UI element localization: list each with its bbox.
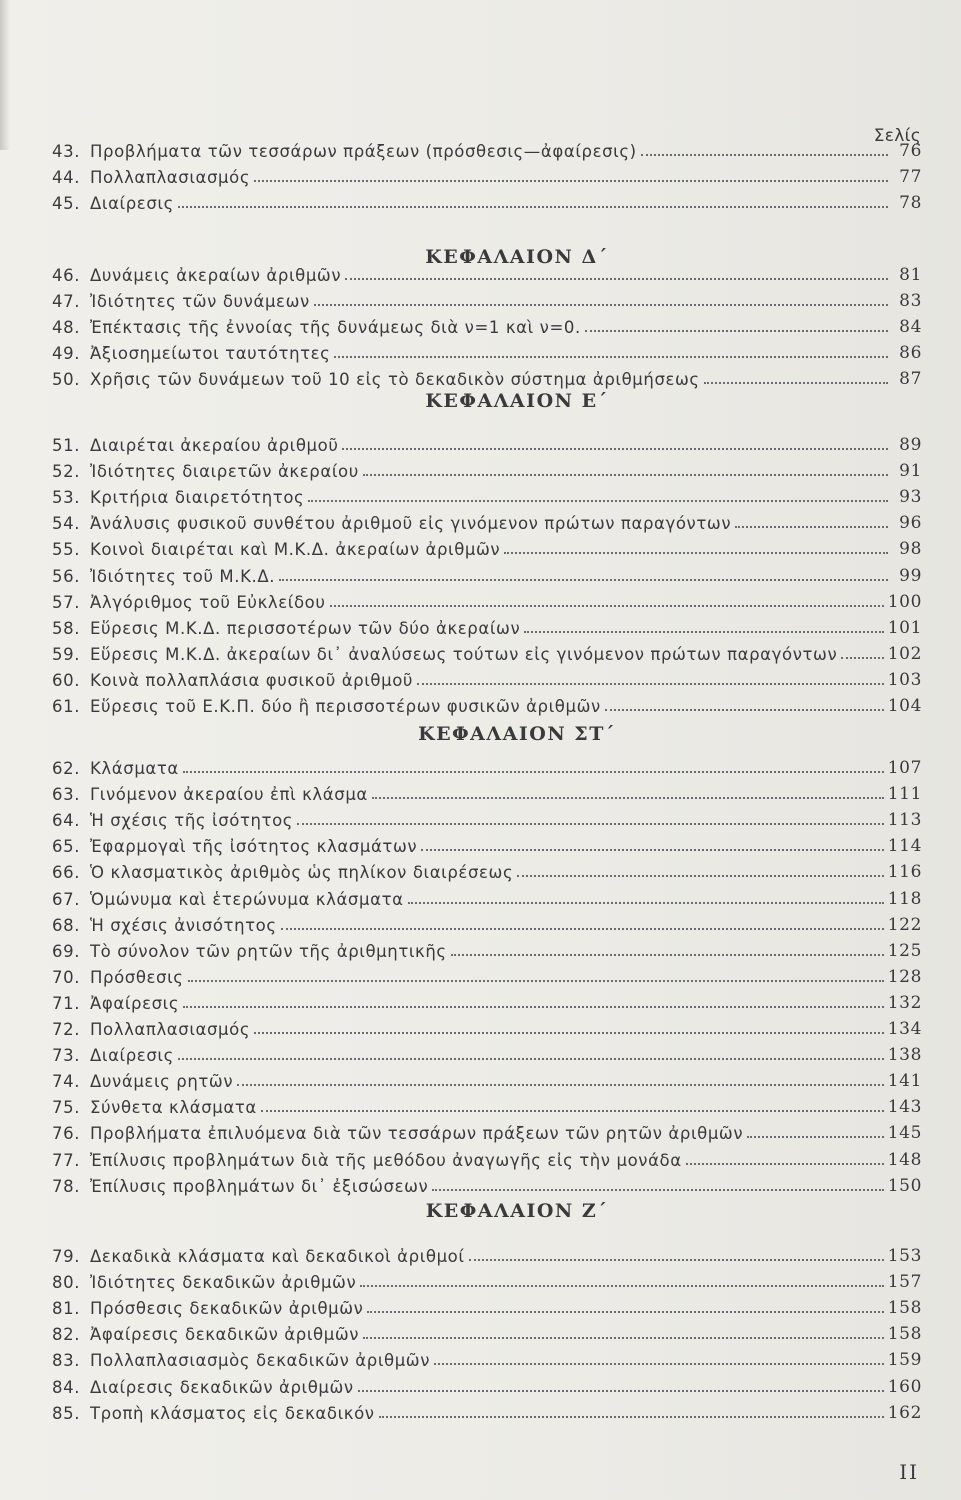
toc-entry[interactable] xyxy=(52,337,922,363)
dot-leader xyxy=(178,205,888,208)
dot-leader xyxy=(517,874,884,877)
entry-title: Ἐφαρμογαὶ τῆς ἰσότητος κλασμάτων xyxy=(90,837,418,857)
dot-leader xyxy=(605,708,884,711)
toc-entry[interactable] xyxy=(52,429,922,455)
page-binding-edge xyxy=(0,0,10,150)
toc-entry[interactable] xyxy=(52,1371,922,1397)
toc-entry[interactable] xyxy=(52,1170,922,1196)
entry-number: 45. xyxy=(52,194,81,214)
toc-entry[interactable] xyxy=(52,311,922,337)
entry-title: Γινόμενον ἀκεραίου ἐπὶ κλάσμα xyxy=(90,785,368,805)
entry-page-number: 143 xyxy=(887,1097,922,1118)
toc-entry[interactable] xyxy=(52,690,922,716)
entry-number: 84. xyxy=(52,1377,81,1397)
entry-number: 49. xyxy=(52,344,81,364)
entry-title: Ἐπίλυσις προβλημάτων δι᾽ ἐξισώσεων xyxy=(90,1176,429,1196)
dot-leader xyxy=(363,1336,884,1339)
entry-number: 81. xyxy=(52,1299,81,1319)
dot-leader xyxy=(504,551,888,554)
entry-number: 54. xyxy=(52,514,81,534)
entry-title: Τὸ σύνολον τῶν ρητῶν τῆς ἀριθμητικῆς xyxy=(90,941,447,961)
toc-entry[interactable] xyxy=(52,752,922,778)
entry-title: Διαιρέται ἀκεραίου ἀριθμοῦ xyxy=(90,436,339,455)
dot-leader xyxy=(237,1083,884,1086)
entry-title: Δυνάμεις ρητῶν xyxy=(90,1072,234,1092)
entry-number: 64. xyxy=(52,811,81,831)
entry-title: Ἐπέκτασις τῆς ἐννοίας τῆς δυνάμεως διὰ ν=1 καὶ ν=0. xyxy=(90,318,581,338)
entry-number: 67. xyxy=(52,889,81,909)
entry-page-number: 132 xyxy=(887,992,922,1013)
entry-page-number: 162 xyxy=(887,1402,922,1423)
entry-page-number: 76 xyxy=(899,141,922,161)
entry-page-number: 83 xyxy=(899,291,922,312)
entry-title: Ἐπίλυσις προβλημάτων διὰ τῆς μεθόδου ἀναγωγῆς εἰς τὴν μονάδα xyxy=(90,1150,682,1170)
entry-title: Κλάσματα xyxy=(90,759,179,778)
chapter-heading: ΚΕΦΑΛΑΙΟΝ Ζ΄ xyxy=(425,1200,609,1222)
dot-leader xyxy=(297,822,884,825)
dot-leader xyxy=(358,1389,884,1392)
entry-title: Πρόσθεσις δεκαδικῶν ἀριθμῶν xyxy=(90,1299,364,1319)
toc-entry[interactable] xyxy=(52,481,922,507)
entry-number: 85. xyxy=(52,1403,81,1423)
folio-number: ΙΙ xyxy=(899,1460,919,1484)
entry-page-number: 102 xyxy=(887,643,922,664)
toc-entry[interactable] xyxy=(52,1117,922,1143)
toc-entry[interactable] xyxy=(52,961,922,987)
entry-title: Ἀξιοσημείωτοι ταυτότητες xyxy=(90,344,331,364)
dot-leader xyxy=(451,953,884,956)
dot-leader xyxy=(281,927,884,930)
entry-page-number: 98 xyxy=(899,539,922,560)
entry-number: 50. xyxy=(52,370,81,390)
entry-title: Πολλαπλασιασμός xyxy=(90,1020,251,1039)
toc-entry[interactable] xyxy=(52,1397,922,1423)
dot-leader xyxy=(735,525,888,528)
entry-page-number: 153 xyxy=(887,1246,922,1266)
entry-number: 43. xyxy=(52,142,81,161)
dot-leader xyxy=(279,578,888,581)
toc-entry[interactable] xyxy=(52,259,922,285)
entry-page-number: 107 xyxy=(887,758,922,778)
entry-number: 69. xyxy=(52,941,81,961)
entry-page-number: 104 xyxy=(887,696,922,716)
entry-title: Κριτήρια διαιρετότητος xyxy=(90,488,305,508)
dot-leader xyxy=(421,848,884,851)
entry-page-number: 145 xyxy=(887,1123,922,1144)
entry-page-number: 77 xyxy=(899,167,922,188)
toc-entry[interactable] xyxy=(52,909,922,935)
toc-entry[interactable] xyxy=(52,161,922,187)
dot-leader xyxy=(379,1415,884,1418)
entry-page-number: 118 xyxy=(887,888,922,909)
dot-leader xyxy=(686,1162,884,1165)
entry-page-number: 99 xyxy=(899,565,922,586)
entry-title: Ἀνάλυσις φυσικοῦ συνθέτου ἀριθμοῦ εἰς γινόμενον πρώτων παραγόντων xyxy=(90,514,732,534)
entry-title: Ἀφαίρεσις xyxy=(90,993,180,1013)
toc-entry[interactable] xyxy=(52,1091,922,1117)
dot-leader xyxy=(254,179,888,182)
entry-page-number: 101 xyxy=(887,617,922,638)
entry-number: 77. xyxy=(52,1150,81,1170)
entry-page-number: 78 xyxy=(899,193,922,214)
toc-entry[interactable] xyxy=(52,778,922,804)
entry-number: 53. xyxy=(52,488,81,508)
entry-number: 73. xyxy=(52,1046,81,1066)
chapter-heading: ΚΕΦΑΛΑΙΟΝ Ε΄ xyxy=(425,390,609,412)
toc-entry[interactable] xyxy=(52,560,922,586)
dot-leader xyxy=(178,1057,884,1060)
entry-number: 66. xyxy=(52,863,81,883)
entry-title: Ἡ σχέσις ἀνισότητος xyxy=(90,915,277,935)
entry-number: 71. xyxy=(52,993,81,1013)
entry-title: Δεκαδικὰ κλάσματα καὶ δεκαδικοὶ ἀριθμοί xyxy=(90,1247,465,1266)
dot-leader xyxy=(188,979,884,982)
entry-number: 58. xyxy=(52,618,81,638)
dot-leader xyxy=(704,381,888,384)
entry-page-number: 158 xyxy=(887,1298,922,1319)
entry-number: 48. xyxy=(52,318,81,338)
entry-page-number: 114 xyxy=(887,836,922,857)
entry-title: Κοινοὶ διαιρέται καὶ Μ.Κ.Δ. ἀκεραίων ἀριθμῶν xyxy=(90,540,501,560)
toc-entry[interactable] xyxy=(52,1292,922,1318)
toc-entry[interactable] xyxy=(52,363,922,389)
toc-entry[interactable] xyxy=(52,586,922,612)
toc-entry[interactable] xyxy=(52,1039,922,1065)
entry-page-number: 157 xyxy=(887,1272,922,1293)
entry-number: 52. xyxy=(52,462,81,482)
entry-page-number: 89 xyxy=(899,435,922,455)
dot-leader xyxy=(363,473,888,476)
toc-entry[interactable] xyxy=(52,1344,922,1370)
entry-number: 57. xyxy=(52,592,81,612)
entry-title: Δυνάμεις ἀκεραίων ἀριθμῶν xyxy=(90,266,342,285)
entry-page-number: 91 xyxy=(899,461,922,482)
entry-number: 63. xyxy=(52,785,81,805)
page-column-label: Σελίς xyxy=(873,126,921,146)
entry-number: 55. xyxy=(52,540,81,560)
toc-entry[interactable] xyxy=(52,804,922,830)
entry-page-number: 125 xyxy=(887,940,922,961)
entry-title: Σύνθετα κλάσματα xyxy=(90,1098,257,1118)
toc-entry[interactable] xyxy=(52,533,922,559)
chapter-heading: ΚΕΦΑΛΑΙΟΝ Δ΄ xyxy=(425,246,609,268)
entry-title: Διαίρεσις δεκαδικῶν ἀριθμῶν xyxy=(90,1377,354,1397)
entry-page-number: 113 xyxy=(887,810,922,831)
entry-number: 79. xyxy=(52,1247,81,1266)
entry-number: 56. xyxy=(52,566,81,586)
entry-title: Ὁ κλασματικὸς ἀριθμὸς ὡς πηλίκον διαιρέσεως xyxy=(90,863,514,883)
entry-title: Ἡ σχέσις τῆς ἰσότητος xyxy=(90,811,294,831)
dot-leader xyxy=(254,1031,884,1034)
entry-page-number: 159 xyxy=(887,1350,922,1371)
entry-number: 68. xyxy=(52,915,81,935)
dot-leader xyxy=(524,630,883,633)
dot-leader xyxy=(345,277,888,280)
dot-leader xyxy=(417,682,884,685)
dot-leader xyxy=(641,153,888,156)
entry-title: Διαίρεσις xyxy=(90,1046,174,1066)
entry-number: 75. xyxy=(52,1098,81,1118)
entry-title: Προβλήματα ἐπιλυόμενα διὰ τῶν τεσσάρων πράξεων τῶν ρητῶν ἀριθμῶν xyxy=(90,1124,744,1144)
entry-page-number: 148 xyxy=(887,1149,922,1170)
entry-title: Ἰδιότητες διαιρετῶν ἀκεραίου xyxy=(90,462,359,482)
entry-page-number: 81 xyxy=(899,265,922,285)
dot-leader xyxy=(360,1284,883,1287)
entry-title: Ὁμώνυμα καὶ ἑτερώνυμα κλάσματα xyxy=(90,889,404,909)
entry-page-number: 84 xyxy=(899,317,922,338)
dot-leader xyxy=(183,1005,884,1008)
toc-entry[interactable] xyxy=(52,935,922,961)
entry-number: 74. xyxy=(52,1072,81,1092)
entry-number: 44. xyxy=(52,168,81,188)
toc-entry[interactable] xyxy=(52,664,922,690)
entry-title: Πολλαπλασιασμὸς δεκαδικῶν ἀριθμῶν xyxy=(90,1351,431,1371)
dot-leader xyxy=(314,303,888,306)
entry-title: Ἀφαίρεσις δεκαδικῶν ἀριθμῶν xyxy=(90,1325,360,1345)
entry-title: Πρόσθεσις xyxy=(90,967,184,987)
entry-page-number: 100 xyxy=(887,591,922,612)
entry-title: Ἰδιότητες τῶν δυνάμεων xyxy=(90,292,310,312)
entry-number: 60. xyxy=(52,670,81,690)
toc-entry[interactable] xyxy=(52,612,922,638)
toc-entry[interactable] xyxy=(52,830,922,856)
dot-leader xyxy=(469,1258,884,1261)
entry-number: 51. xyxy=(52,436,81,455)
entry-page-number: 128 xyxy=(887,966,922,987)
dot-leader xyxy=(342,447,888,450)
entry-page-number: 116 xyxy=(887,862,922,883)
entry-title: Πολλαπλασιασμός xyxy=(90,168,251,188)
entry-title: Εὕρεσις Μ.Κ.Δ. περισσοτέρων τῶν δύο ἀκεραίων xyxy=(90,618,521,638)
dot-leader xyxy=(367,1310,883,1313)
entry-title: Ἰδιότητες δεκαδικῶν ἀριθμῶν xyxy=(90,1273,357,1293)
entry-page-number: 138 xyxy=(887,1045,922,1066)
dot-leader xyxy=(408,901,884,904)
toc-entry[interactable] xyxy=(52,455,922,481)
entry-number: 72. xyxy=(52,1020,81,1039)
dot-leader xyxy=(434,1362,884,1365)
toc-entry[interactable] xyxy=(52,1266,922,1292)
entry-number: 46. xyxy=(52,266,81,285)
dot-leader xyxy=(183,770,884,773)
entry-number: 59. xyxy=(52,644,81,664)
entry-number: 83. xyxy=(52,1351,81,1371)
dot-leader xyxy=(334,355,888,358)
entry-title: Ἀλγόριθμος τοῦ Εὐκλείδου xyxy=(90,592,326,612)
entry-page-number: 103 xyxy=(887,669,922,690)
entry-title: Διαίρεσις xyxy=(90,194,174,214)
entry-page-number: 160 xyxy=(887,1376,922,1397)
dot-leader xyxy=(841,656,883,659)
toc-entry[interactable] xyxy=(52,1065,922,1091)
toc-entry[interactable] xyxy=(52,987,922,1013)
entry-number: 61. xyxy=(52,697,81,716)
entry-title: Εὕρεσις τοῦ Ε.Κ.Π. δύο ἢ περισσοτέρων φυσικῶν ἀριθμῶν xyxy=(90,697,601,716)
toc-entry[interactable] xyxy=(52,187,922,213)
entry-title: Προβλήματα τῶν τεσσάρων πράξεων (πρόσθεσις—ἀφαίρεσις) xyxy=(90,142,637,161)
dot-leader xyxy=(308,499,888,502)
entry-number: 78. xyxy=(52,1176,81,1196)
toc-entry[interactable] xyxy=(52,285,922,311)
entry-title: Εὕρεσις Μ.Κ.Δ. ἀκεραίων δι᾽ ἀναλύσεως τούτων εἰς γινόμενον πρώτων παραγόντων xyxy=(90,644,838,664)
entry-title: Χρῆσις τῶν δυνάμεων τοῦ 10 εἰς τὸ δεκαδικὸν σύστημα ἀριθμήσεως xyxy=(90,370,700,390)
dot-leader xyxy=(372,796,884,799)
entry-number: 70. xyxy=(52,967,81,987)
dot-leader xyxy=(330,604,884,607)
entry-page-number: 93 xyxy=(899,487,922,508)
toc-entry[interactable] xyxy=(52,638,922,664)
entry-page-number: 134 xyxy=(887,1019,922,1039)
entry-number: 47. xyxy=(52,292,81,312)
entry-page-number: 150 xyxy=(887,1175,922,1196)
toc-entry[interactable] xyxy=(52,856,922,882)
entry-page-number: 86 xyxy=(899,343,922,364)
dot-leader xyxy=(747,1135,884,1138)
toc-entry[interactable] xyxy=(52,1240,922,1266)
entry-page-number: 158 xyxy=(887,1324,922,1345)
entry-page-number: 111 xyxy=(887,784,922,805)
entry-page-number: 96 xyxy=(899,513,922,534)
entry-title: Ἰδιότητες τοῦ Μ.Κ.Δ. xyxy=(90,566,276,586)
dot-leader xyxy=(261,1109,884,1112)
entry-number: 80. xyxy=(52,1273,81,1293)
toc-entry[interactable] xyxy=(52,1144,922,1170)
toc-entry[interactable] xyxy=(52,883,922,909)
entry-number: 65. xyxy=(52,837,81,857)
entry-number: 76. xyxy=(52,1124,81,1144)
entry-title: Τροπὴ κλάσματος εἰς δεκαδικόν xyxy=(90,1403,375,1423)
toc-entry[interactable] xyxy=(52,507,922,533)
entry-page-number: 87 xyxy=(899,369,922,390)
dot-leader xyxy=(585,329,888,332)
dot-leader xyxy=(432,1188,883,1191)
chapter-heading: ΚΕΦΑΛΑΙΟΝ ΣΤ΄ xyxy=(418,723,616,745)
toc-entry[interactable] xyxy=(52,1013,922,1039)
entry-title: Κοινὰ πολλαπλάσια φυσικοῦ ἀριθμοῦ xyxy=(90,670,414,690)
entry-page-number: 141 xyxy=(887,1071,922,1092)
entry-number: 62. xyxy=(52,759,81,778)
entry-number: 82. xyxy=(52,1325,81,1345)
entry-page-number: 122 xyxy=(887,914,922,935)
toc-entry[interactable] xyxy=(52,1318,922,1344)
toc-entry[interactable] xyxy=(52,135,922,161)
